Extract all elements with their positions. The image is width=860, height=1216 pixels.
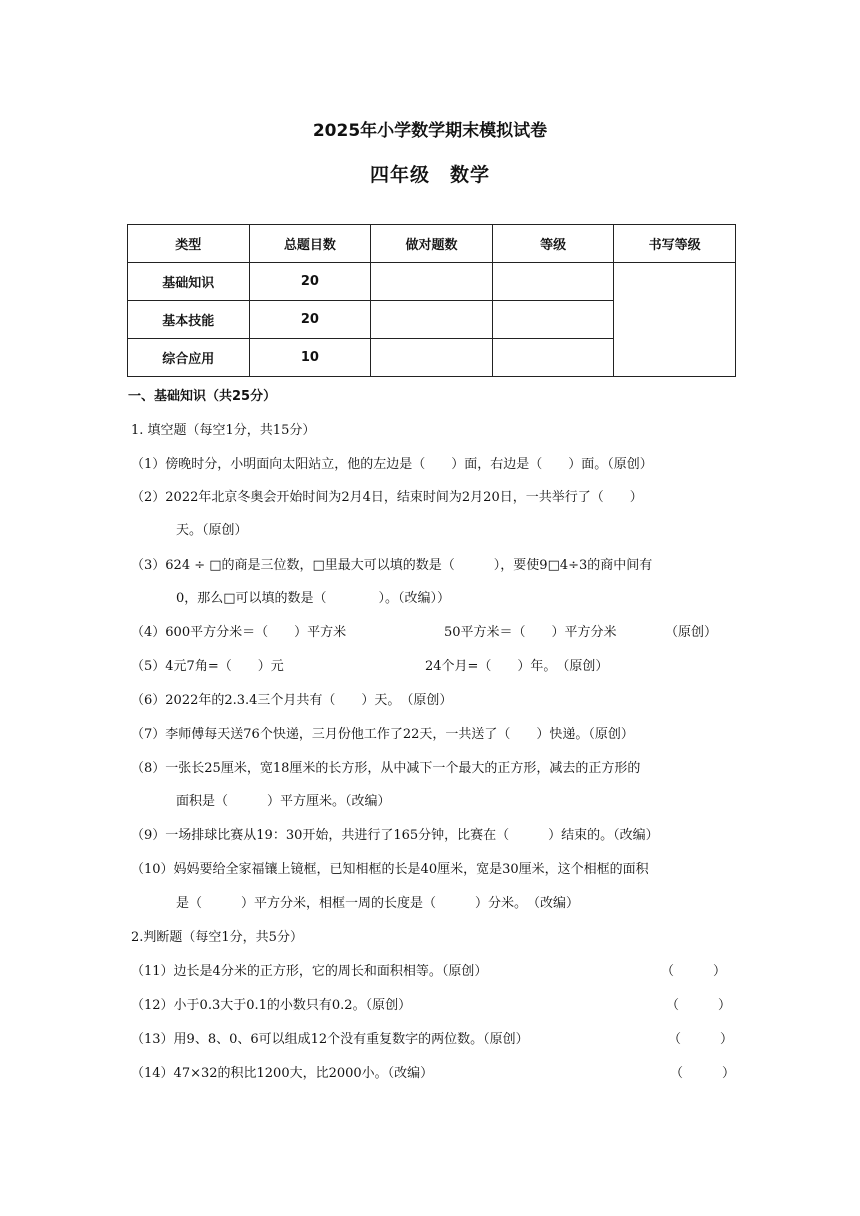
question-9: （9）一场排球比赛从19：30开始，共进行了165分钟，比赛在（ ）结束的。（改编）	[131, 828, 659, 843]
exam-subtitle: 四年级 数学	[369, 164, 490, 186]
header-cell: 等级	[492, 225, 614, 263]
score-table	[127, 224, 736, 377]
writing-grade-cell[interactable]	[614, 263, 736, 377]
type-cell: 综合应用	[128, 339, 250, 377]
question-3: （3）624 ÷ □的商是三位数，□里最大可以填的数是（ ），要使9□4÷3的商中间有	[131, 558, 653, 573]
type-cell: 基础知识	[128, 263, 250, 301]
correct-cell[interactable]	[371, 339, 493, 377]
question-7: （7）李师傅每天送76个快递，三月份他工作了22天，一共送了（ ）快递。（原创）	[131, 727, 634, 742]
answer-paren[interactable]: （ ）	[666, 998, 732, 1013]
grade-cell[interactable]	[492, 339, 614, 377]
header-cell: 书写等级	[614, 225, 736, 263]
section-title: 一、基础知识（共25分）	[128, 389, 277, 404]
judge-question-14: （14）47×32的积比1200大，比2000小。（改编）	[131, 1066, 434, 1081]
judge-section-title: 2.判断题（每空1分，共5分）	[131, 930, 303, 945]
question-3-cont: 0，那么□可以填的数是（ ）。（改编））	[176, 591, 451, 606]
question-4-part-a: （4）600平方分米＝（ ）平方米	[131, 625, 347, 640]
question-8-cont: 面积是（ ）平方厘米。（改编）	[176, 794, 391, 809]
total-cell: 10	[249, 339, 371, 377]
question-5-part-b: 24个月=（ ）年。 （原创）	[425, 659, 609, 674]
exam-title: 2025年小学数学期末模拟试卷	[312, 121, 548, 141]
judge-question-11: （11）边长是4分米的正方形，它的周长和面积相等。（原创）	[131, 964, 488, 979]
question-5-part-a: （5）4元7角=（ ）元	[131, 659, 284, 674]
header-cell: 类型	[128, 225, 250, 263]
judge-question-13: （13）用9、8、0、6可以组成12个没有重复数字的两位数。（原创）	[131, 1032, 529, 1047]
question-10: （10）妈妈要给全家福镶上镜框，已知相框的长是40厘米，宽是30厘米，这个相框的面积	[131, 862, 649, 877]
header-cell: 总题目数	[249, 225, 371, 263]
question-8: （8）一张长25厘米，宽18厘米的长方形，从中减下一个最大的正方形，减去的正方形的	[131, 761, 641, 776]
question-2: （2）2022年北京冬奥会开始时间为2月4日，结束时间为2月20日，一共举行了（ ）	[131, 490, 643, 505]
table-row	[128, 263, 736, 301]
grade-cell[interactable]	[492, 301, 614, 339]
answer-paren[interactable]: （ ）	[668, 1032, 734, 1047]
total-cell: 20	[249, 301, 371, 339]
question-2-cont: 天。（原创）	[176, 523, 248, 538]
question-4-part-b: 50平方米＝（ ）平方分米	[444, 625, 617, 640]
question-4-note: （原创）	[665, 625, 718, 640]
answer-paren[interactable]: （ ）	[670, 1066, 736, 1081]
header-cell: 做对题数	[371, 225, 493, 263]
type-cell: 基本技能	[128, 301, 250, 339]
correct-cell[interactable]	[371, 301, 493, 339]
total-cell: 20	[249, 263, 371, 301]
fill-section-title: 1. 填空题（每空1分，共15分）	[131, 423, 316, 438]
correct-cell[interactable]	[371, 263, 493, 301]
question-6: （6）2022年的2.3.4三个月共有（ ）天。 （原创）	[131, 693, 453, 708]
table-header-row	[128, 225, 736, 263]
question-1: （1）傍晚时分，小明面向太阳站立，他的左边是（ ）面，右边是（ ）面。（原创）	[131, 457, 653, 472]
grade-cell[interactable]	[492, 263, 614, 301]
question-10-cont: 是（ ）平方分米，相框一周的长度是（ ）分米。 （改编）	[176, 896, 580, 911]
answer-paren[interactable]: （ ）	[661, 964, 727, 979]
judge-question-12: （12）小于0.3大于0.1的小数只有0.2。（原创）	[131, 998, 412, 1013]
